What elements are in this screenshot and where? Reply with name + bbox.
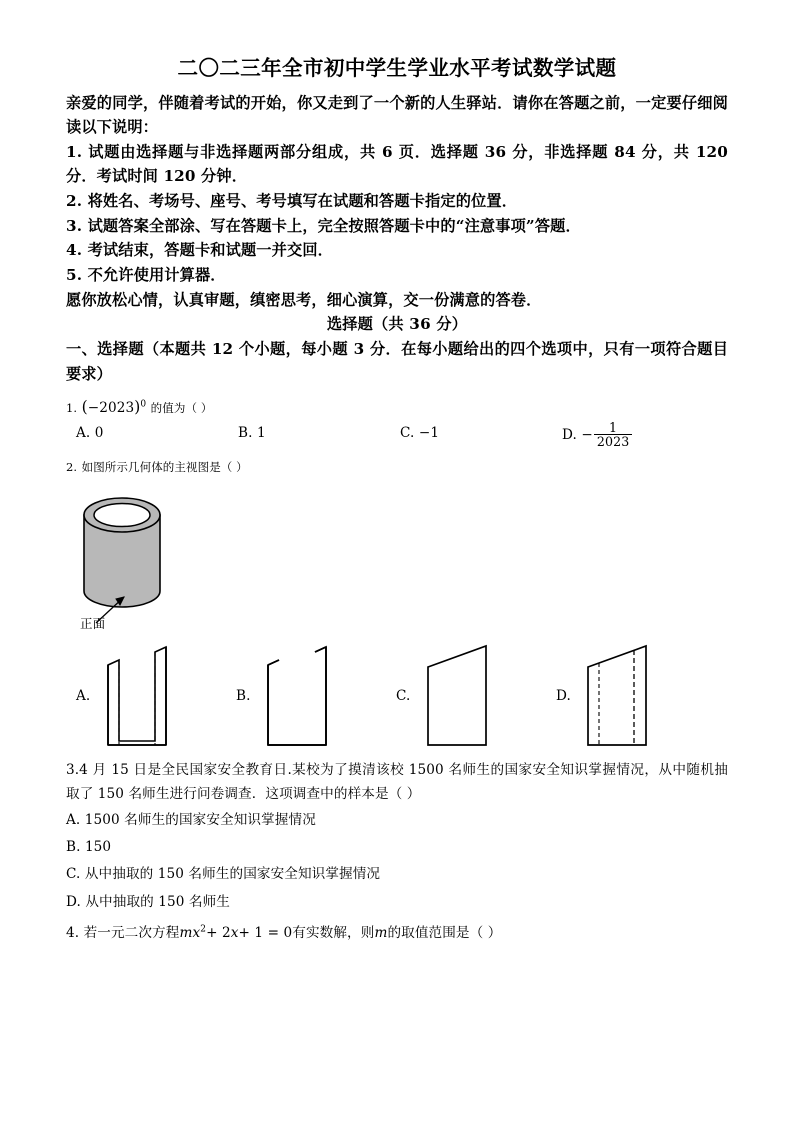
view-b-left-step bbox=[268, 660, 279, 665]
question-2-number: 2. bbox=[66, 459, 78, 474]
instruction-greeting: 亲爱的同学，伴随着考试的开始，你又走到了一个新的人生驿站．请你在答题之前，一定要仔细阅读以下说明： bbox=[66, 93, 728, 137]
part-directive: 一、选择题（本题共 12 个小题，每小题 3 分．在每小题给出的四个选项中，只有一项符合题目要求） bbox=[66, 340, 728, 383]
question-3 bbox=[66, 759, 728, 915]
view-b-right-step bbox=[315, 647, 326, 652]
question-3-option-d[interactable] bbox=[66, 889, 728, 916]
section-heading: 选择题（共 36 分） bbox=[326, 315, 468, 334]
view-a-outline bbox=[108, 647, 166, 745]
question-1-options bbox=[66, 419, 728, 456]
page-content bbox=[66, 56, 728, 945]
question-2-view-options bbox=[66, 639, 728, 755]
page-title: 二〇二三年全市初中学生学业水平考试数学试题 bbox=[177, 56, 617, 80]
question-1-number: 1. bbox=[66, 401, 78, 416]
question-1-option-a[interactable] bbox=[76, 422, 104, 446]
q1-exponent: 0 bbox=[140, 399, 147, 410]
question-1-stem bbox=[66, 394, 728, 421]
question-2-solid-figure bbox=[66, 485, 728, 637]
question-4-number: 4. bbox=[66, 924, 80, 941]
q1-opt-d-sign: − bbox=[581, 426, 593, 443]
q1-opt-d-fraction bbox=[594, 421, 632, 448]
question-3-option-c[interactable] bbox=[66, 861, 728, 888]
instruction-item-2: 2. 将姓名、考场号、座号、考号填写在试题和答题卡指定的位置． bbox=[66, 192, 518, 211]
question-4-lead: 若一元二次方程 bbox=[83, 924, 180, 941]
instruction-item-3: 3. 试题答案全部涂、写在答题卡上，完全按照答题卡中的“注意事项”答题． bbox=[66, 216, 581, 235]
question-3-options bbox=[66, 807, 728, 916]
instruction-item-1: 1. 试题由选择题与非选择题两部分组成，共 6 页．选择题 36 分，非选择题 84 分，共 120 分．考试时间 120 分钟． bbox=[66, 142, 728, 186]
q4-exponent: 2 bbox=[200, 924, 207, 935]
q3-opt-d-text: 从中抽取的 150 名师生 bbox=[85, 893, 230, 910]
view-shape-b bbox=[258, 641, 348, 753]
question-2-option-c[interactable] bbox=[392, 639, 552, 755]
question-3-text: 4 月 15 日是全民国家安全教育日.某校为了摸清该校 1500 名师生的国家安全知识掌握情况，从中随机抽取了 150 名师生进行问卷调查．这项调查中的样本是（ ） bbox=[66, 762, 728, 803]
view-d-outline bbox=[588, 646, 646, 745]
instructions-block bbox=[66, 91, 728, 313]
q1-opt-d-numerator: 1 bbox=[594, 421, 632, 435]
question-2-option-d[interactable] bbox=[552, 639, 712, 755]
q1-base: −2023 bbox=[87, 400, 135, 417]
view-shape-d bbox=[578, 641, 668, 753]
q3-opt-c-text: 从中抽取的 150 名师生的国家安全知识掌握情况 bbox=[84, 866, 381, 883]
q4-stem-mid: 有实数解，则 bbox=[292, 924, 375, 941]
q3-opt-c-label: C. bbox=[66, 866, 81, 883]
question-4-stem bbox=[66, 922, 728, 946]
question-2-option-a[interactable] bbox=[72, 639, 232, 755]
question-3-option-a[interactable] bbox=[66, 807, 728, 834]
question-1-option-c[interactable] bbox=[400, 422, 439, 446]
q3-opt-b-label: B. bbox=[66, 839, 81, 856]
q4-var-x: x bbox=[192, 924, 201, 941]
view-c-outline bbox=[428, 646, 486, 745]
q1-opt-a-text: 0 bbox=[94, 424, 104, 441]
q1-paren-open: ( bbox=[81, 398, 88, 417]
q1-opt-b-text: 1 bbox=[256, 424, 266, 441]
question-1-option-b[interactable] bbox=[238, 422, 266, 446]
cylinder-top-inner-hole bbox=[94, 504, 150, 527]
q1-opt-b-label: B. bbox=[238, 424, 253, 441]
q1-opt-d-label: D. bbox=[562, 426, 577, 443]
q3-opt-d-label: D. bbox=[66, 893, 81, 910]
question-3-stem bbox=[66, 759, 728, 807]
q2-opt-d-label: D. bbox=[556, 688, 571, 705]
view-shape-c bbox=[418, 641, 508, 753]
question-1 bbox=[66, 394, 728, 455]
q2-opt-b-label: B. bbox=[236, 688, 251, 705]
q4-stem-end: 的取值范围是（ ） bbox=[387, 924, 502, 941]
view-shape-a bbox=[98, 641, 188, 753]
front-view-label: 正面 bbox=[80, 616, 106, 632]
question-2-text: 如图所示几何体的主视图是（ ） bbox=[81, 459, 248, 474]
question-4 bbox=[66, 922, 728, 946]
q4-eq-mid: + 2 bbox=[206, 924, 231, 941]
q1-opt-c-label: C. bbox=[400, 424, 415, 441]
q4-var-m: m bbox=[374, 924, 388, 941]
question-3-option-b[interactable] bbox=[66, 834, 728, 861]
instruction-item-4: 4. 考试结束，答题卡和试题一并交回． bbox=[66, 241, 333, 260]
question-2-option-b[interactable] bbox=[232, 639, 392, 755]
q3-opt-a-text: 1500 名师生的国家安全知识掌握情况 bbox=[84, 811, 316, 828]
q2-opt-a-label: A. bbox=[76, 688, 91, 705]
q3-opt-b-text: 150 bbox=[84, 839, 112, 856]
q4-eq-tail: + 1 = 0 bbox=[238, 924, 293, 941]
question-3-number: 3. bbox=[66, 762, 80, 779]
q4-var-x2: x bbox=[230, 924, 239, 941]
q1-paren-close: ) bbox=[134, 398, 141, 417]
q2-opt-c-label: C. bbox=[396, 688, 411, 705]
q4-coef-m: m bbox=[179, 924, 193, 941]
q1-opt-c-text: −1 bbox=[418, 424, 440, 441]
q1-tail: 的值为（ ） bbox=[150, 401, 213, 416]
question-2 bbox=[66, 456, 728, 756]
q3-opt-a-label: A. bbox=[66, 811, 81, 828]
instruction-closing: 愿你放松心情，认真审题，缜密思考，细心演算，交一份满意的答卷． bbox=[66, 290, 542, 309]
question-1-option-d[interactable] bbox=[562, 419, 633, 449]
instruction-item-5: 5. 不允许使用计算器． bbox=[66, 265, 226, 284]
question-2-stem bbox=[66, 456, 728, 480]
q1-opt-d-denominator: 2023 bbox=[596, 433, 630, 449]
q1-opt-a-label: A. bbox=[76, 424, 91, 441]
